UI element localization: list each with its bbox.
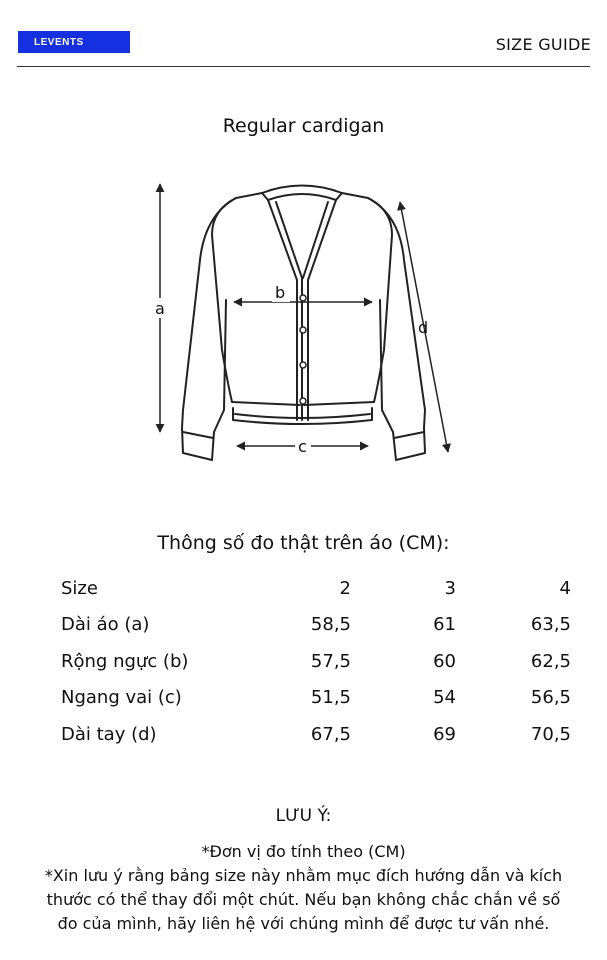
header-divider <box>17 66 590 67</box>
table-cell: 63,5 <box>530 614 571 636</box>
cardigan-sleeve-left <box>182 198 236 460</box>
table-cell: 57,5 <box>310 650 351 672</box>
table-header-cell: 3 <box>444 577 456 599</box>
cardigan-body-right <box>304 193 392 405</box>
note-text <box>40 840 567 936</box>
table-cell: 54 <box>433 687 456 709</box>
cardigan-placket-right <box>308 200 336 420</box>
note-title: LƯU Ý: <box>275 806 332 826</box>
table-row <box>50 607 571 644</box>
measure-label-d: d <box>418 318 429 337</box>
table-cell: Ngang vai (c) <box>61 687 182 709</box>
cardigan-button <box>300 362 306 368</box>
spec-table-title: Thông số đo thật trên áo (CM): <box>157 532 450 554</box>
table-cell: 61 <box>433 614 456 636</box>
table-row <box>50 716 571 753</box>
cardigan-button <box>300 398 306 404</box>
table-cell: 69 <box>433 723 456 745</box>
cardigan-sleeve-right <box>368 198 425 460</box>
table-cell: 67,5 <box>310 723 351 745</box>
table-cell: 51,5 <box>310 687 351 709</box>
table-cell: 60 <box>433 650 456 672</box>
measure-label-a: a <box>155 299 165 318</box>
table-row <box>50 680 571 717</box>
table-header-cell: 4 <box>559 577 571 599</box>
size-table <box>50 570 571 753</box>
page-title: SIZE GUIDE <box>495 35 591 54</box>
table-cell: 58,5 <box>310 614 351 636</box>
table-header-cell: Size <box>61 577 98 599</box>
table-cell: 62,5 <box>530 650 571 672</box>
table-cell: Dài áo (a) <box>61 614 150 636</box>
table-cell: 56,5 <box>530 687 571 709</box>
measure-label-c: c <box>298 437 307 456</box>
table-header-cell: 2 <box>339 577 351 599</box>
brand-logo[interactable]: LEVENTS <box>18 31 130 53</box>
cardigan-placket-left <box>268 200 297 420</box>
cardigan-button <box>300 295 306 301</box>
table-cell: Dài tay (d) <box>61 723 157 745</box>
table-cell: Rộng ngực (b) <box>61 650 189 672</box>
table-header-row <box>50 570 571 607</box>
cardigan-button <box>300 327 306 333</box>
cardigan-diagram <box>0 170 607 480</box>
note-unit: *Đơn vị đo tính theo (CM) <box>201 842 406 861</box>
table-row <box>50 643 571 680</box>
cardigan-collar <box>262 186 342 201</box>
table-cell: 70,5 <box>530 723 571 745</box>
product-title: Regular cardigan <box>222 115 385 137</box>
note-disclaimer: *Xin lưu ý rằng bảng size này nhằm mục đích hướng dẫn và kích thước có thể thay đổi một chút. Nếu bạn không chắc chắn về số đo của mình, hãy liên hệ với chúng mình để được tư vấn nhé. <box>44 866 563 933</box>
measure-label-b: b <box>275 283 286 302</box>
